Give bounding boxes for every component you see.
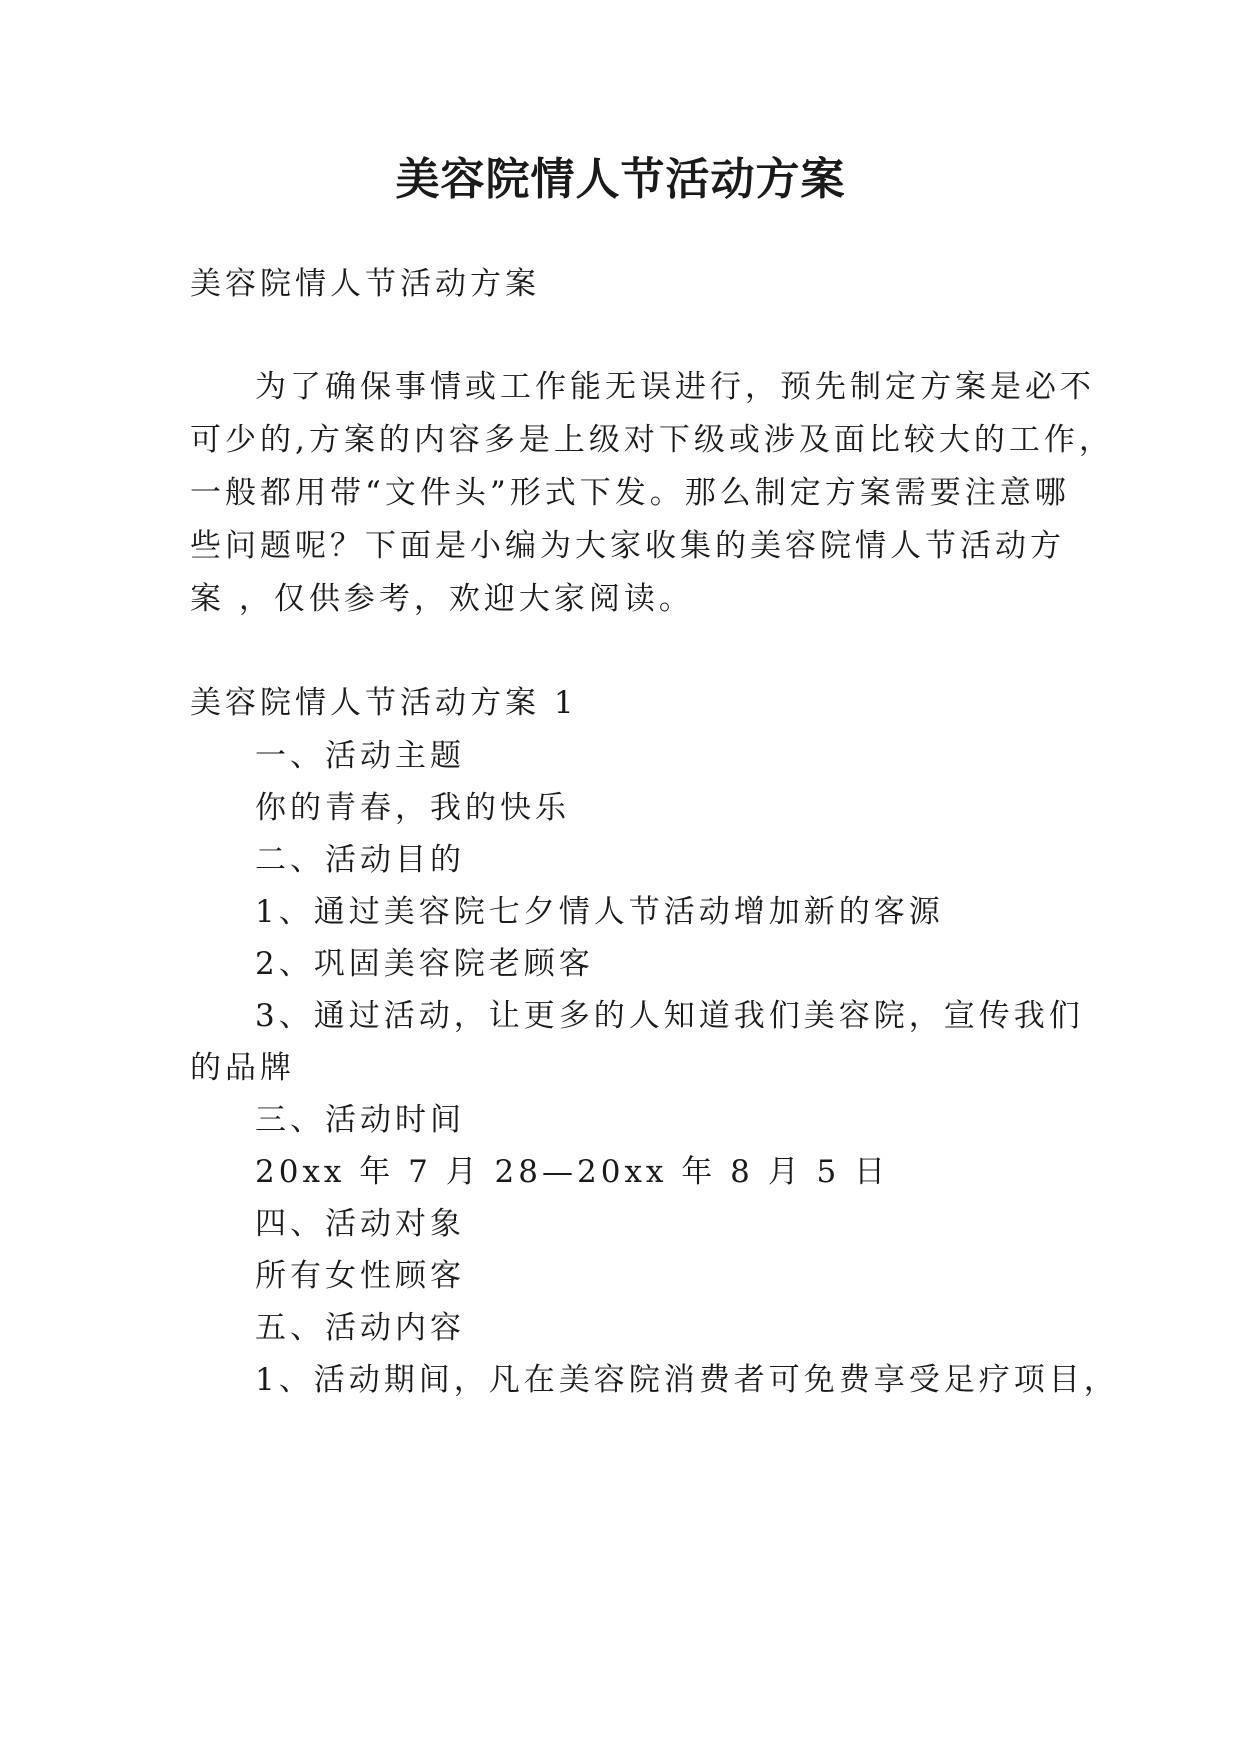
body-line: 1、活动期间，凡在美容院消费者可免费享受足疗项目， xyxy=(255,1362,1119,1398)
body-line: 五、活动内容 xyxy=(255,1310,465,1346)
body-line: 20xx 年 7 月 28—20xx 年 8 月 5 日 xyxy=(255,1154,890,1190)
body-line: 三、活动时间 xyxy=(255,1102,465,1138)
body-line: 四、活动对象 xyxy=(255,1206,465,1242)
section-title: 美容院情人节活动方案 1 xyxy=(190,685,578,721)
document-title: 美容院情人节活动方案 xyxy=(395,154,846,205)
document-subtitle: 美容院情人节活动方案 xyxy=(190,266,540,302)
body-line: 二、活动目的 xyxy=(255,842,465,878)
body-line: 2、巩固美容院老顾客 xyxy=(255,946,594,982)
body-line: 你的青春，我的快乐 xyxy=(255,790,570,826)
body-line: 的品牌 xyxy=(190,1050,295,1086)
body-line: 1、通过美容院七夕情人节活动增加新的客源 xyxy=(255,894,944,930)
body-line: 3、通过活动，让更多的人知道我们美容院，宣传我们 xyxy=(255,998,1084,1034)
intro-line: 些问题呢？下面是小编为大家收集的美容院情人节活动方 xyxy=(190,528,1065,564)
intro-line: 可少的,方案的内容多是上级对下级或涉及面比较大的工作， xyxy=(190,422,1114,458)
intro-line: 一般都用带“文件头”形式下发。那么制定方案需要注意哪 xyxy=(190,475,1070,511)
intro-line: 为了确保事情或工作能无误进行，预先制定方案是必不 xyxy=(255,369,1095,405)
body-line: 所有女性顾客 xyxy=(255,1258,465,1294)
body-line: 一、活动主题 xyxy=(255,738,465,774)
intro-line: 案 ，仅供参考，欢迎大家阅读。 xyxy=(190,581,694,617)
